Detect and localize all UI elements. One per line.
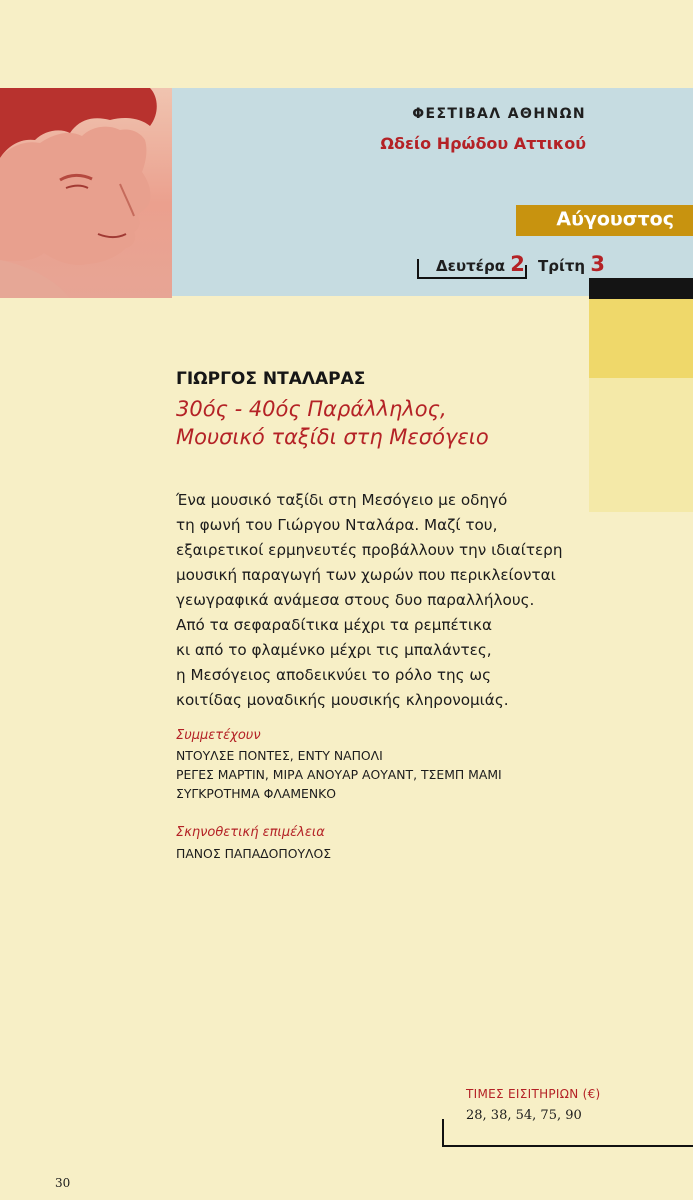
participants-label: Συμμετέχουν <box>176 728 261 743</box>
decor-pale-yellow-block <box>589 378 693 512</box>
date-2 <box>538 252 605 276</box>
artist-name: ΓΙΩΡΓΟΣ ΝΤΑΛΑΡΑΣ <box>176 369 366 389</box>
date-2-number: 3 <box>590 252 605 276</box>
date-1-day: Δευτέρα <box>436 257 506 275</box>
month-label: Αύγουστος <box>556 208 674 230</box>
date-separator <box>525 265 527 279</box>
venue-name: Ωδείο Ηρώδου Αττικού <box>380 134 586 153</box>
prices-bracket-left <box>442 1119 444 1147</box>
participant-line: ΝΤΟΥΛΣΕ ΠΟΝΤΕΣ, ΕΝΤΥ ΝΑΠΟΛΙ <box>176 748 383 763</box>
description-line: κοιτίδας μοναδικής μουσικής κληρονομιάς. <box>176 691 509 709</box>
director-name <box>176 844 331 863</box>
portrait-illustration <box>0 88 172 298</box>
description-line: η Μεσόγειος αποδεικνύει το ρόλο της ως <box>176 666 491 684</box>
direction-label: Σκηνοθετική επιμέλεια <box>176 825 325 840</box>
description-line: τη φωνή του Γιώργου Νταλάρα. Μαζί του, <box>176 516 498 534</box>
event-description <box>176 488 586 713</box>
decor-yellow-block <box>589 299 693 378</box>
date-1-number: 2 <box>510 252 525 276</box>
participant-line: ΣΥΓΚΡΟΤΗΜΑ ΦΛΑΜΕΝΚΟ <box>176 786 337 801</box>
participant-line: ΡΕΓΕΣ ΜΑΡΤΙΝ, ΜΙΡΑ ΑΝΟΥΑΡ ΑΟΥΑΝΤ, ΤΣΕΜΠ ΜΑΜΙ <box>176 767 502 782</box>
decor-black-strip <box>589 278 693 299</box>
description-line: κι από το φλαμένκο μέχρι τις μπαλάντες, <box>176 641 492 659</box>
description-line: γεωγραφικά ανάμεσα στους δυο παραλλήλους. <box>176 591 535 609</box>
event-title-line-1: 30ός - 40ός Παράλληλος, <box>176 397 447 421</box>
participants-list <box>176 746 502 803</box>
event-title <box>176 395 489 451</box>
date-2-day: Τρίτη <box>538 257 586 275</box>
month-banner <box>516 205 693 236</box>
ticket-prices-label: ΤΙΜΕΣ ΕΙΣΙΤΗΡΙΩΝ (€) <box>466 1087 601 1101</box>
date-1 <box>436 252 525 276</box>
page-number: 30 <box>55 1176 71 1190</box>
description-line: Από τα σεφαραδίτικα μέχρι τα ρεμπέτικα <box>176 616 493 634</box>
ticket-prices: 28, 38, 54, 75, 90 <box>466 1108 582 1123</box>
description-line: εξαιρετικοί ερμηνευτές προβάλλουν την ιδιαίτερη <box>176 541 563 559</box>
date-bracket-left <box>417 259 419 279</box>
event-title-line-2: Μουσικό ταξίδι στη Μεσόγειο <box>176 425 489 449</box>
date-bracket-bottom <box>417 277 525 279</box>
artist-portrait <box>0 88 172 298</box>
event-dates <box>417 247 605 277</box>
description-line: Ένα μουσικό ταξίδι στη Μεσόγειο με οδηγό <box>176 491 508 509</box>
director-line: ΠΑΝΟΣ ΠΑΠΑΔΟΠΟΥΛΟΣ <box>176 846 332 861</box>
description-line: μουσική παραγωγή των χωρών που περικλείονται <box>176 566 556 584</box>
prices-bracket-bottom <box>442 1145 693 1147</box>
festival-name: ΦΕΣΤΙΒΑΛ ΑΘΗΝΩΝ <box>412 106 586 122</box>
